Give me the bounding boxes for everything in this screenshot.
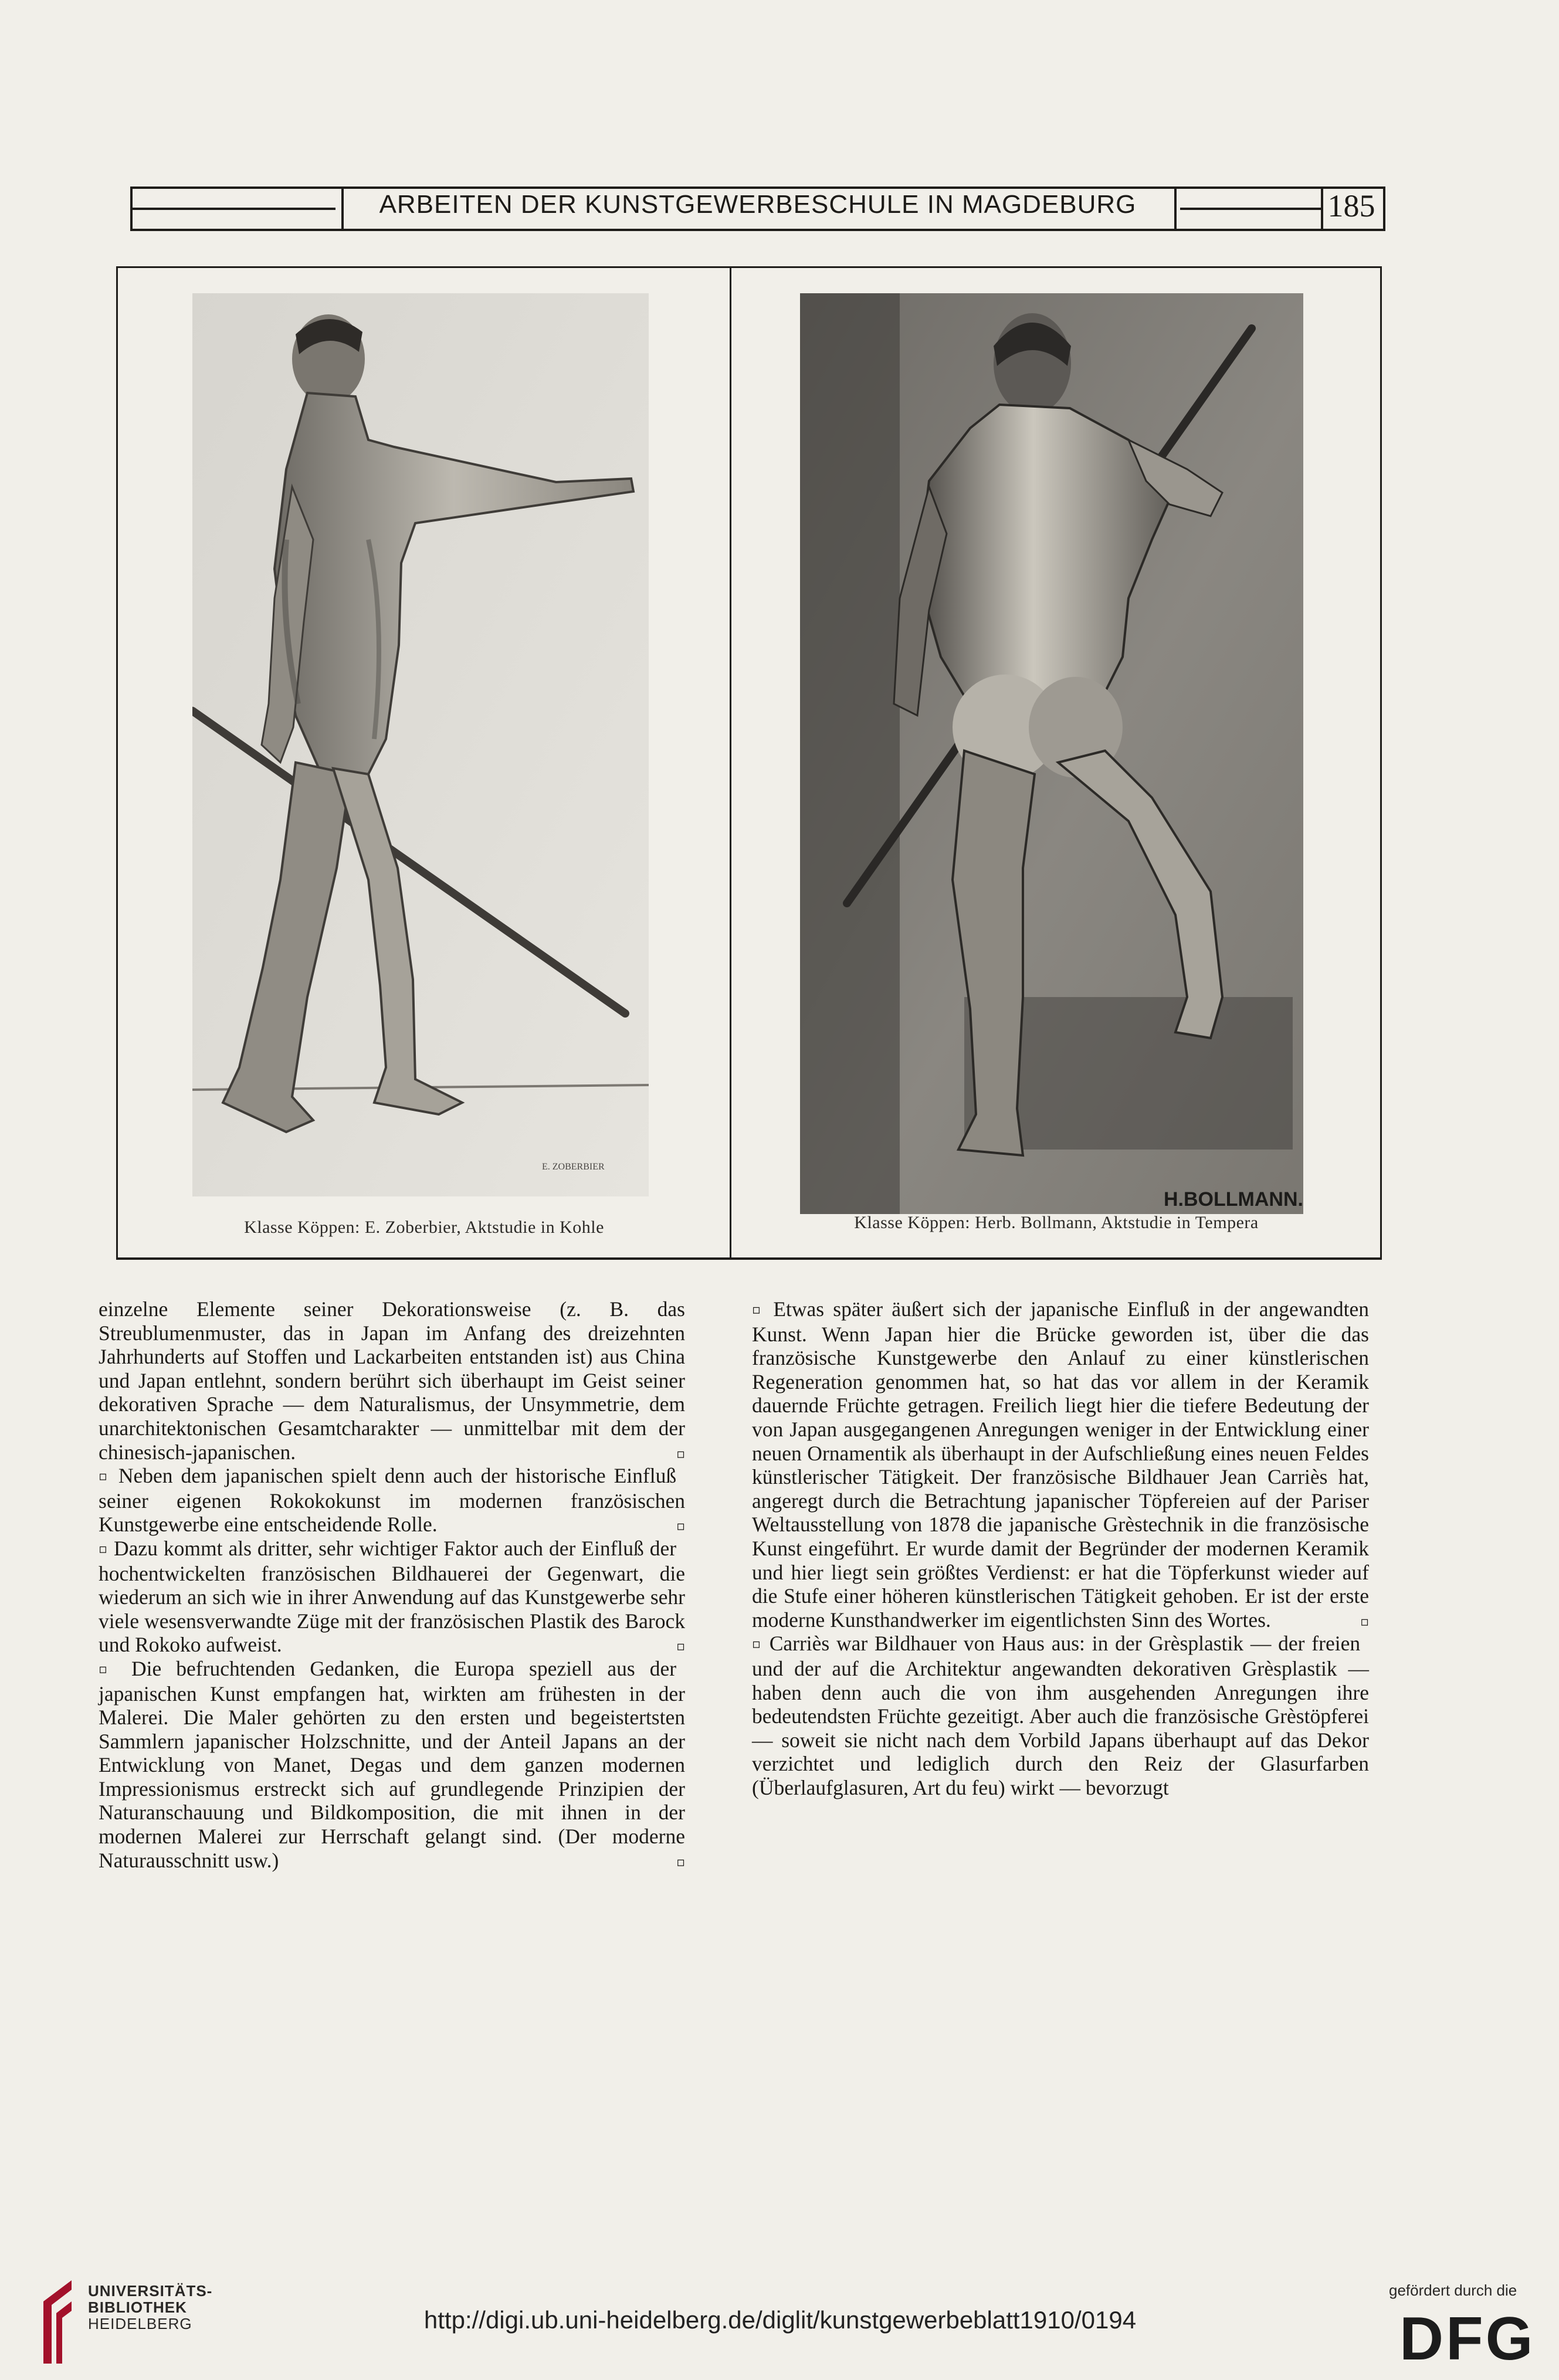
frame-divider: [730, 266, 731, 1260]
header-bar: [1174, 187, 1177, 231]
header-rule-top: [130, 187, 1385, 189]
frame-bottom: [116, 1257, 1382, 1260]
paragraph-mark: ▫: [99, 1662, 117, 1677]
caption-left: Klasse Köppen: E. Zoberbier, Aktstudie in Kohle: [244, 1218, 604, 1237]
paragraph-text: Carriès war Bildhauer von Haus aus: in der Grèsplastik — der freien und der auf die Architektur angewandten dekorativen Grèsplastik — haben denn auch die von ihm ausgehenden Anregungen ihre bedeutendsten Früchte gezeitigt. Aber auch die französische Grèstöpferei — soweit sie nicht nach dem Vorbild Japans überhaupt auf das Dekor verzichtet und lediglich durch den Reiz der Glasurfarben (Überlaufglasuren, Art du feu) wirkt — bevorzugt: [752, 1632, 1369, 1799]
figure-tempera-study: [800, 293, 1303, 1214]
tempera-signature: H.BOLLMANN.: [1164, 1188, 1303, 1211]
library-name-line: UNIVERSITÄTS-: [88, 2282, 213, 2300]
page-number: 185: [1327, 188, 1375, 223]
paragraph-end-mark: ▫: [676, 1446, 685, 1462]
paragraph-text: Dazu kommt als dritter, sehr wichtiger Faktor auch der Einfluß der hochentwickelten französischen Bildhauerei der Gegenwart, die wiederum an sich wie in ihrer Anwendung auf das Kunstgewerbe sehr viele wesensverwandte Züge mit der französischen Plastik des Barock und Rokoko aufweist.: [99, 1536, 685, 1657]
paragraph-text: Etwas später äußert sich der japanische Einfluß in der angewandten Kunst. Wenn Japan hier die Brücke geworden ist, über die das französische Kunstgewerbe den Anlauf zu einer künstlerischen Regeneration genommen hat, so hat das vor allem in der Keramik dauernde Früchte getragen. Freilich liegt hier die tiefere Bedeutung der von Japan ausgegangenen Anregungen weniger in der Entwicklung einer neuen Ornamentik als überhaupt in der Aufschließung eines neuen Feldes künstlerischer Tätigkeit. Der französische Bildhauer Jean Carriès hat, angeregt durch die Betrachtung japanischer Töpfereien auf der Pariser Weltausstellung von 1878 die japanische Grèstechnik in die französische Kunst eingeführt. Er wurde damit der Begründer der modernen Keramik und hier liegt sein größtes Verdienst: er hat die Töpferkunst wieder auf die Stufe einer höheren künstlerischen Tätigkeit gehoben. Er ist der erste moderne Kunsthandwerker im eigentlichsten Sinn des Wortes.: [752, 1297, 1370, 1632]
source-url[interactable]: http://digi.ub.uni-heidelberg.de/diglit/kunstgewerbeblatt1910/0194: [423, 2306, 1137, 2334]
frame-top: [116, 266, 1382, 268]
paragraph: [99, 1464, 685, 1537]
header-rule-right: [1180, 208, 1321, 210]
paragraph-text: Neben dem japanischen spielt denn auch der historische Einfluß seiner eigenen Rokokokunst im modernen französischen Kunstgewerbe eine entscheidende Rolle.: [99, 1464, 685, 1537]
paragraph: [99, 1297, 685, 1464]
caption-right: Klasse Köppen: Herb. Bollmann, Aktstudie in Tempera: [854, 1213, 1259, 1232]
university-library-logo: [39, 2278, 76, 2366]
paragraph-end-mark: ▫: [676, 1854, 685, 1870]
paragraph: [99, 1657, 685, 1872]
funding-label: gefördert durch die: [1389, 2281, 1517, 2299]
paragraph-mark: ▫: [752, 1637, 762, 1652]
text-column-right: [752, 1297, 1369, 1799]
frame-left: [116, 266, 118, 1260]
paragraph: [99, 1537, 685, 1657]
running-header: [130, 187, 1385, 231]
text-column-left: [99, 1297, 685, 1874]
figure-frame: [116, 266, 1382, 1261]
charcoal-signature: E. ZOBERBIER: [542, 1162, 605, 1172]
running-title: ARBEITEN DER KUNSTGEWERBESCHULE IN MAGDEBURG: [379, 190, 1137, 219]
library-name: [88, 2283, 212, 2332]
library-name-line: HEIDELBERG: [88, 2315, 192, 2332]
figure-charcoal-study: [192, 293, 649, 1196]
paragraph-text: Die befruchtenden Gedanken, die Europa speziell aus der japanischen Kunst empfangen hat, wirkten am frühesten in der Malerei. Die Maler gehörten zu den ersten und begeistertsten Sammlern japanischer Holzschnitte, und der Anteil Japans an der Entwicklung von Manet, Degas und dem ganzen modernen Impressionismus erstreckt sich auf grundlegende Prinzipien der Naturanschauung und Bildkomposition, die mit ihnen in der modernen Malerei zur Herrschaft gelangt sind. (Der moderne Naturausschnitt usw.): [99, 1656, 685, 1872]
header-bar: [130, 187, 133, 231]
header-rule-bottom: [130, 229, 1385, 231]
paragraph-end-mark: ▫: [676, 1519, 685, 1534]
paragraph-end-mark: ▫: [676, 1639, 685, 1655]
library-name-line: BIBLIOTHEK: [88, 2298, 187, 2316]
paragraph-text: einzelne Elemente seiner Dekorationsweise (z. B. das Streublumenmuster, das in Japan im Anfang des dreizehnten Jahrhunderts auf Stoffen und Lackarbeiten entstanden ist) aus China und Japan entlehnt, sondern berührt sich überhaupt im Geist seiner dekorativen Sprache — dem Naturalismus, der Unsymmetrie, dem unarchitektonischen Gesamtcharakter — unmittelbar mit dem der chinesisch-japanischen.: [99, 1297, 685, 1464]
digitization-footer: [0, 2270, 1559, 2380]
dfg-logo: DFG: [1399, 2305, 1536, 2373]
paragraph-mark: ▫: [99, 1541, 109, 1557]
paragraph: [752, 1632, 1369, 1799]
paragraph: [752, 1297, 1369, 1632]
header-bar: [1383, 187, 1385, 231]
paragraph-mark: ▫: [752, 1303, 765, 1317]
paragraph-mark: ▫: [99, 1469, 110, 1484]
header-rule-left: [130, 208, 335, 210]
frame-right: [1380, 266, 1382, 1260]
paragraph-end-mark: ▫: [1360, 1614, 1369, 1629]
